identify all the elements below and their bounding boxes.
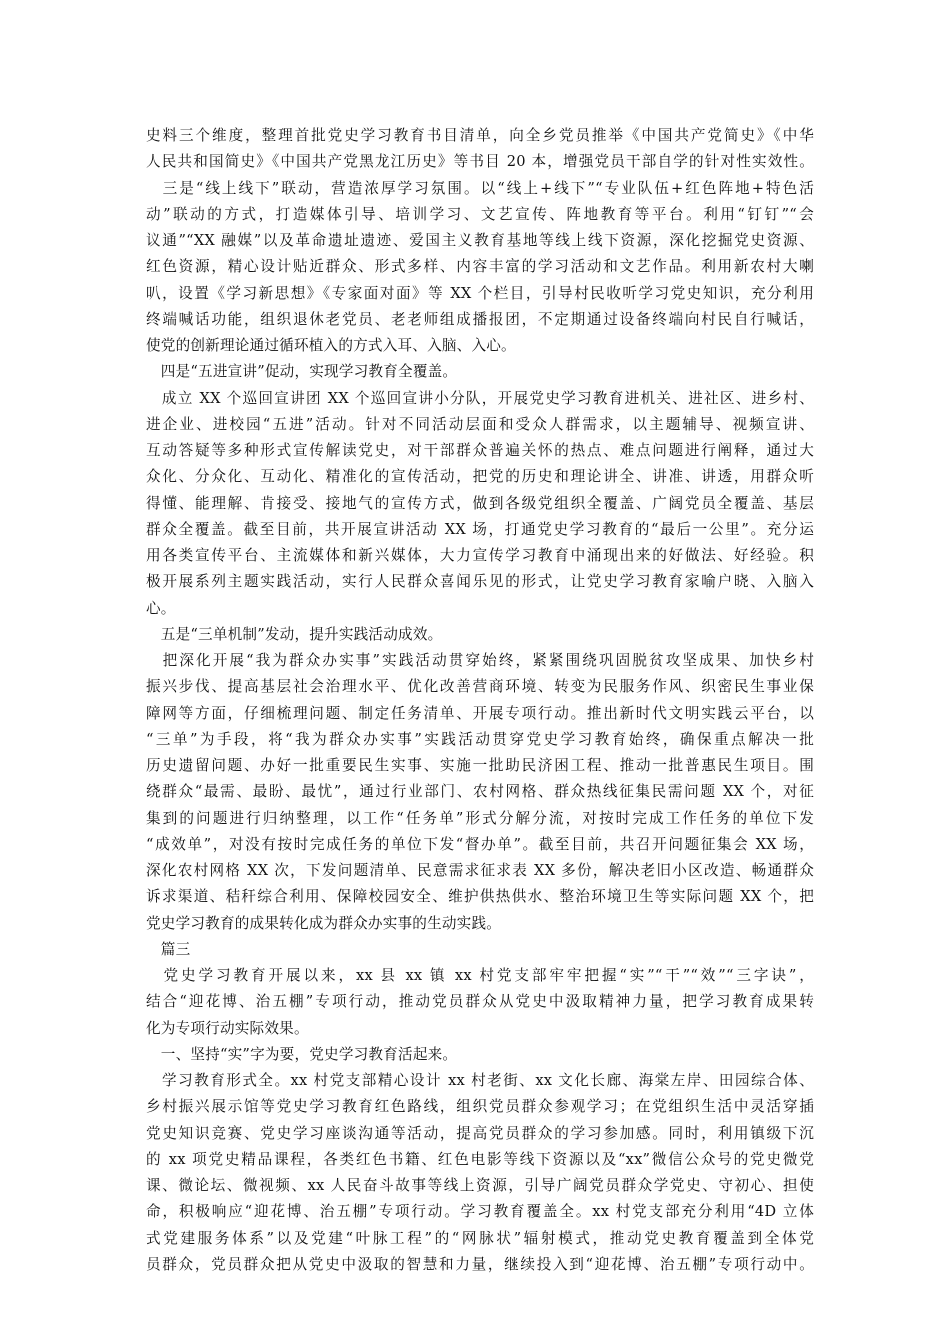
text-line: 的 xx 项党史精品课程，各类红色书籍、红色电影等线下资源以及“xx”微信公众号的党史微党 <box>146 1150 814 1168</box>
text-line: 一、坚持“实”字为要，党史学习教育活起来。 <box>146 1045 458 1063</box>
text-line: 式党建服务体系”以及党建“叶脉工程”的“网脉状”辐射模式，推动党史教育覆盖到全体党 <box>146 1229 814 1247</box>
text-line: 篇三 <box>146 940 191 958</box>
text-line: 群众全覆盖。截至目前，共开展宣讲活动 XX 场，打通党史学习教育的“最后一公里”。充分运 <box>146 520 814 538</box>
text-line: 员群众，党员群众把从党史中汲取的智慧和力量，继续投入到“迎花博、治五棚”专项行动中。 <box>146 1255 814 1273</box>
text-line: 史料三个维度，整理首批党史学习教育书目清单，向全乡党员推举《中国共产党简史》《中华 <box>146 127 814 144</box>
text-line: 用各类宣传平台、主流媒体和新兴媒体，大力宣传学习教育中涌现出来的好做法、好经验。积 <box>146 547 814 564</box>
text-line: 历史遗留问题、办好一批重要民生实事、实施一批助民济困工程、推动一批普惠民生项目。围 <box>146 757 814 774</box>
text-line: 动”联动的方式，打造媒体引导、培训学习、文艺宣传、阵地教育等平台。利用“钉钉”“会 <box>146 205 814 223</box>
text-line: 命，积极响应“迎花博、治五棚”专项行动。学习教育覆盖全。xx 村党支部充分利用“4D 立体 <box>146 1203 814 1221</box>
text-line: 众化、分众化、互动化、精准化的宣传活动，把党的历史和理论讲全、讲准、讲透，用群众听 <box>146 468 814 486</box>
text-line: 绕群众“最需、最盼、最忧”，通过行业部门、农村网格、群众热线征集民需问题 XX 个，对征 <box>146 783 814 801</box>
text-line: 终端喊话功能，组织退休老党员、老老师组成播报团，不定期通过设备终端向村民自行喊话， <box>146 310 814 328</box>
text-line: 得懂、能理解、肯接受、接地气的宣传方式，做到各级党组织全覆盖、广阔党员全覆盖、基层 <box>146 494 814 512</box>
text-line: 互动答疑等多种形式宣传解读党史，对干部群众普遍关怀的热点、难点问题进行阐释，通过大 <box>146 442 814 459</box>
text-line: 课、微论坛、微视频、xx 人民奋斗故事等线上资源，引导广阔党员群众学党史、守初心、担使 <box>146 1177 814 1194</box>
text-line: 三是“线上线下”联动，营造浓厚学习氛围。以“线上+线下”“专业队伍+红色阵地+特色活 <box>146 179 814 197</box>
text-line: 障网等方面，仔细梳理问题、制定任务清单、开展专项行动。推出新时代文明实践云平台，以 <box>146 704 814 722</box>
document-page <box>146 123 814 1278</box>
text-line: 结合“迎花博、治五棚”专项行动，推动党员群众从党史中汲取精神力量，把学习教育成果转 <box>146 993 814 1011</box>
text-line: 党史知识竞赛、党史学习座谈沟通等活动，提高党员群众的学习参加感。同时，利用镇级下沉 <box>146 1124 814 1142</box>
text-line: 进企业、进校园“五进”活动。针对不同活动层面和受众人群需求，以主题辅导、视频宣讲、 <box>146 415 814 433</box>
text-line: 深化农村网格 XX 次，下发问题清单、民意需求征求表 XX 多份，解决老旧小区改造、畅通群众 <box>146 862 814 879</box>
text-line: “三单”为手段，将“我为群众办实事”实践活动贯穿党史学习教育始终，确保重点解决一批 <box>146 730 814 748</box>
text-line: 集到的问题进行归纳整理，以工作“任务单”形式分解分流，对按时完成工作任务的单位下发 <box>146 809 814 827</box>
text-line: “成效单”，对没有按时完成任务的单位下发“督办单”。截至目前，共召开问题征集会 XX 场， <box>146 835 814 853</box>
text-line: 四是“五进宣讲”促动，实现学习教育全覆盖。 <box>146 363 458 381</box>
text-line: 党史学习教育开展以来，xx 县 xx 镇 xx 村党支部牢牢把握“实”“干”“效”“三字诀”， <box>146 967 814 984</box>
text-line: 党史学习教育的成果转化成为群众办实事的生动实践。 <box>146 914 502 932</box>
text-line: 心。 <box>146 599 176 617</box>
text-line: 极开展系列主题实践活动，实行人民群众喜闻乐见的形式，让党史学习教育家喻户晓、入脑入 <box>146 573 814 591</box>
text-line: 议通”“XX 融媒”以及革命遗址遗迹、爱国主义教育基地等线上线下资源，深化挖掘党史资源、 <box>146 232 814 249</box>
text-line: 五是“三单机制”发动，提升实践活动成效。 <box>146 625 443 643</box>
text-line: 叭，设置《学习新思想》《专家面对面》等 XX 个栏目，引导村民收听学习党史知识，充分利用 <box>146 284 814 302</box>
text-line: 成立 XX 个巡回宣讲团 XX 个巡回宣讲小分队，开展党史学习教育进机关、进社区、进乡村、 <box>146 389 814 407</box>
text-line: 把深化开展“我为群众办实事”实践活动贯穿始终，紧紧围绕巩固脱贫攻坚成果、加快乡村 <box>146 652 814 669</box>
text-line: 乡村振兴展示馆等党史学习教育红色路线，组织党员群众参观学习；在党组织生活中灵活穿插 <box>146 1098 814 1116</box>
text-line: 红色资源，精心设计贴近群众、形式多样、内容丰富的学习活动和文艺作品。利用新农村大喇 <box>146 258 814 276</box>
text-line: 振兴步伐、提高基层社会治理水平、优化改善营商环境、转变为民服务作风、织密民生事业保 <box>146 678 814 696</box>
text-line: 诉求渠道、秸秆综合利用、保障校园安全、维护供热供水、整治环境卫生等实际问题 XX 个，把 <box>146 888 814 906</box>
text-line: 人民共和国简史》《中国共产党黑龙江历史》等书目 20 本，增强党员干部自学的针对性实效性。 <box>146 153 814 171</box>
text-line: 使党的创新理论通过循环植入的方式入耳、入脑、入心。 <box>146 337 516 354</box>
text-line: 化为专项行动实际效果。 <box>146 1019 309 1037</box>
text-line: 学习教育形式全。xx 村党支部精心设计 xx 村老街、xx 文化长廊、海棠左岸、田园综合体、 <box>146 1072 814 1089</box>
